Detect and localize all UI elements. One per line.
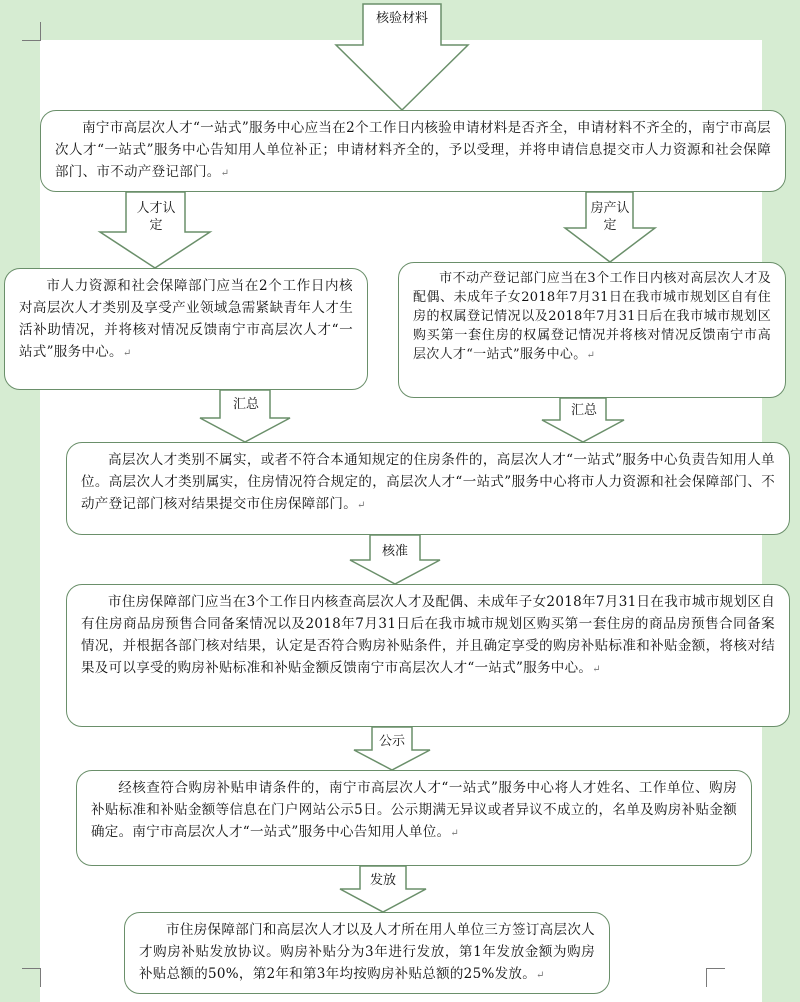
step-hr-department: 市人力资源和社会保障部门应当在2个工作日内核对高层次人才类别及享受产业领域急需紧缺青年人才生活补助情况，并将核对情况反馈南宁市高层次人才“一站式”服务中心。↵	[4, 268, 368, 390]
step-property-registry: 市不动产登记部门应当在3个工作日内核对高层次人才及配偶、未成年子女2018年7月31日在我市城市规划区自有住房的权属登记情况以及2018年7月31日后在我市城市规划区购买第一套住房的权属登记情况并将核对情况反馈南宁市高层次人才“一站式”服务中心。↵	[398, 262, 786, 398]
label-talent-verification: 人才认定	[136, 201, 176, 233]
label-publicize: 公示	[378, 734, 405, 749]
label-property-verification: 房产认定	[590, 201, 630, 233]
label-merge-left: 汇总	[232, 397, 259, 412]
label-issue: 发放	[369, 873, 396, 888]
step-receive-application: 南宁市高层次人才“一站式”服务中心应当在2个工作日内核验申请材料是否齐全，申请材料不齐全的，南宁市高层次人才“一站式”服务中心告知用人单位补正；申请材料齐全的，予以受理，并将申请信息提交市人力资源和社会保障部门、市不动产登记部门。↵	[40, 110, 786, 192]
step-summary-review: 高层次人才类别不属实，或者不符合本通知规定的住房条件的，高层次人才“一站式”服务中心负责告知用人单位。高层次人才类别属实，住房情况符合规定的，高层次人才“一站式”服务中心将市人力资源和社会保障部门、不动产登记部门核对结果提交市住房保障部门。↵	[66, 442, 790, 535]
label-approve: 核准	[381, 544, 408, 559]
label-verify-materials: 核验材料	[375, 11, 428, 26]
step-housing-department: 市住房保障部门应当在3个工作日内核查高层次人才及配偶、未成年子女2018年7月31日在我市城市规划区自有住房商品房预售合同备案情况以及2018年7月31日后在我市城市规划区购买第一套住房的商品房预售合同备案情况，并根据各部门核对结果，认定是否符合购房补贴条件，并且确定享受的购房补贴标准和补贴金额，将核对结果及可以享受的购房补贴标准和补贴金额反馈南宁市高层次人才“一站式”服务中心。↵	[66, 584, 790, 727]
step-subsidy-issuance: 市住房保障部门和高层次人才以及人才所在用人单位三方签订高层次人才购房补贴发放协议。购房补贴分为3年进行发放，第1年发放金额为购房补贴总额的50%，第2年和第3年均按购房补贴总额的25%发放。↵	[124, 912, 610, 994]
label-merge-right: 汇总	[570, 403, 597, 418]
step-public-notice: 经核查符合购房补贴申请条件的，南宁市高层次人才“一站式”服务中心将人才姓名、工作单位、购房补贴标准和补贴金额等信息在门户网站公示5日。公示期满无异议或者异议不成立的，名单及购房补贴金额确定。南宁市高层次人才“一站式”服务中心告知用人单位。↵	[76, 770, 752, 866]
